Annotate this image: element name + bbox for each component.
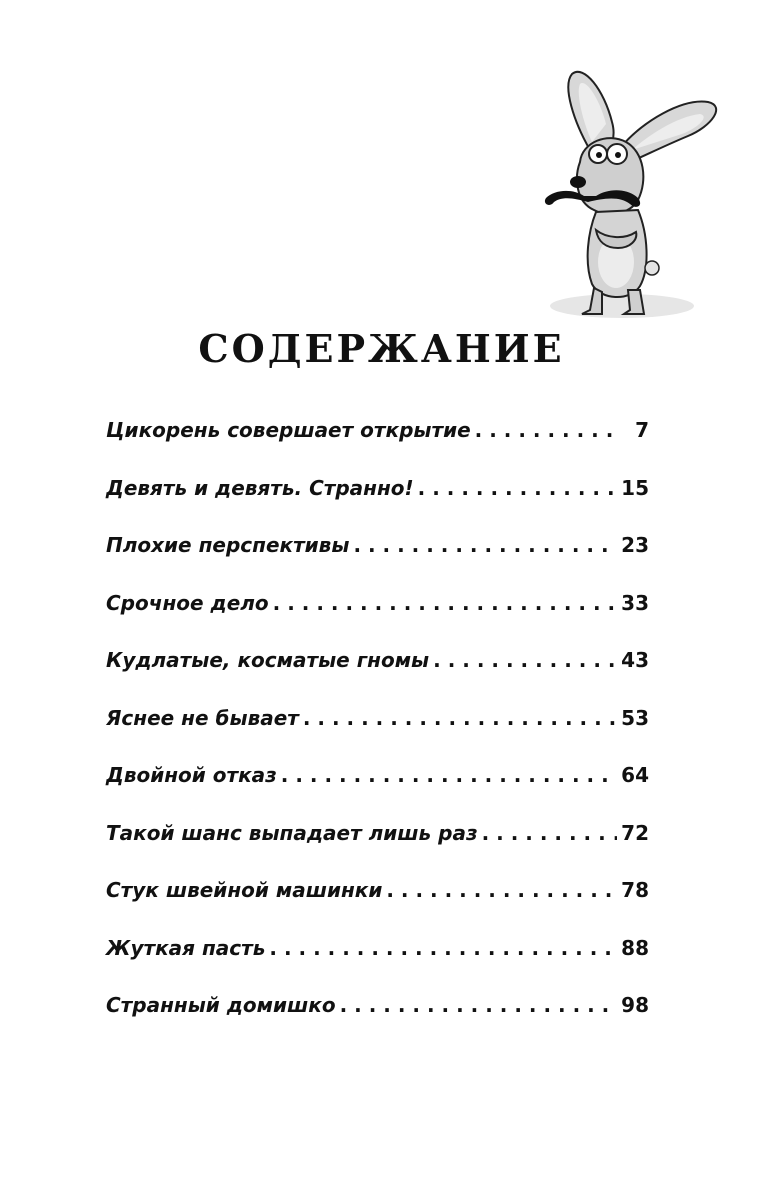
toc-entry[interactable]	[106, 706, 649, 764]
toc-entry-title: Девять и девять. Странно!	[106, 475, 414, 500]
toc-entry-page: 88	[621, 935, 649, 960]
toc-entry-title: Цикорень совершает открытие	[106, 418, 471, 442]
toc-leader-dots	[353, 533, 617, 557]
toc-entry[interactable]	[106, 533, 649, 591]
toc-entry[interactable]	[106, 476, 649, 534]
toc-entry[interactable]	[106, 993, 649, 1051]
toc-entry[interactable]	[106, 936, 649, 994]
toc-entry-page: 72	[621, 820, 649, 845]
toc-entry-title: Двойной отказ	[106, 763, 277, 787]
toc-entry[interactable]	[106, 878, 649, 936]
toc-entry-page: 15	[621, 475, 649, 500]
toc-entry-page: 78	[621, 878, 649, 902]
toc-entry-page: 43	[621, 648, 649, 672]
toc-leader-dots	[475, 418, 621, 442]
toc-leader-dots	[340, 993, 618, 1017]
toc-leader-dots	[303, 706, 617, 730]
toc-leader-dots	[482, 821, 618, 845]
toc-leader-dots	[269, 936, 617, 960]
toc-entry[interactable]	[106, 418, 649, 476]
toc-entry-title: Кудлатые, косматые гномы	[106, 648, 430, 672]
toc-leader-dots	[273, 591, 618, 615]
toc-leader-dots	[433, 648, 617, 672]
toc-entry-title: Такой шанс выпадает лишь раз	[106, 820, 478, 845]
page-title: СОДЕРЖАНИЕ	[198, 326, 565, 371]
toc-entry-title: Стук швейной машинки	[106, 878, 383, 902]
toc-entry-page: 98	[621, 993, 649, 1017]
toc-entry-page: 53	[621, 705, 649, 730]
toc-entry-page: 64	[621, 763, 649, 787]
toc-entry-title: Срочное дело	[106, 590, 269, 615]
toc-entry-title: Жуткая пасть	[106, 935, 266, 960]
toc-leader-dots	[386, 878, 617, 902]
toc-entry-title: Яснее не бывает	[106, 705, 299, 730]
toc-entry-title: Странный домишко	[106, 993, 336, 1017]
toc-entry[interactable]	[106, 821, 649, 879]
toc-entry-page: 7	[635, 418, 649, 442]
toc-entry-page: 33	[621, 590, 649, 615]
toc-entry[interactable]	[106, 763, 649, 821]
toc-entry-page: 23	[621, 533, 649, 557]
table-of-contents	[106, 418, 649, 1051]
rabbit-illustration	[512, 62, 730, 324]
toc-leader-dots	[281, 763, 617, 787]
toc-entry[interactable]	[106, 648, 649, 706]
toc-entry-title: Плохие перспективы	[106, 533, 350, 557]
toc-leader-dots	[418, 476, 618, 500]
toc-entry[interactable]	[106, 591, 649, 649]
